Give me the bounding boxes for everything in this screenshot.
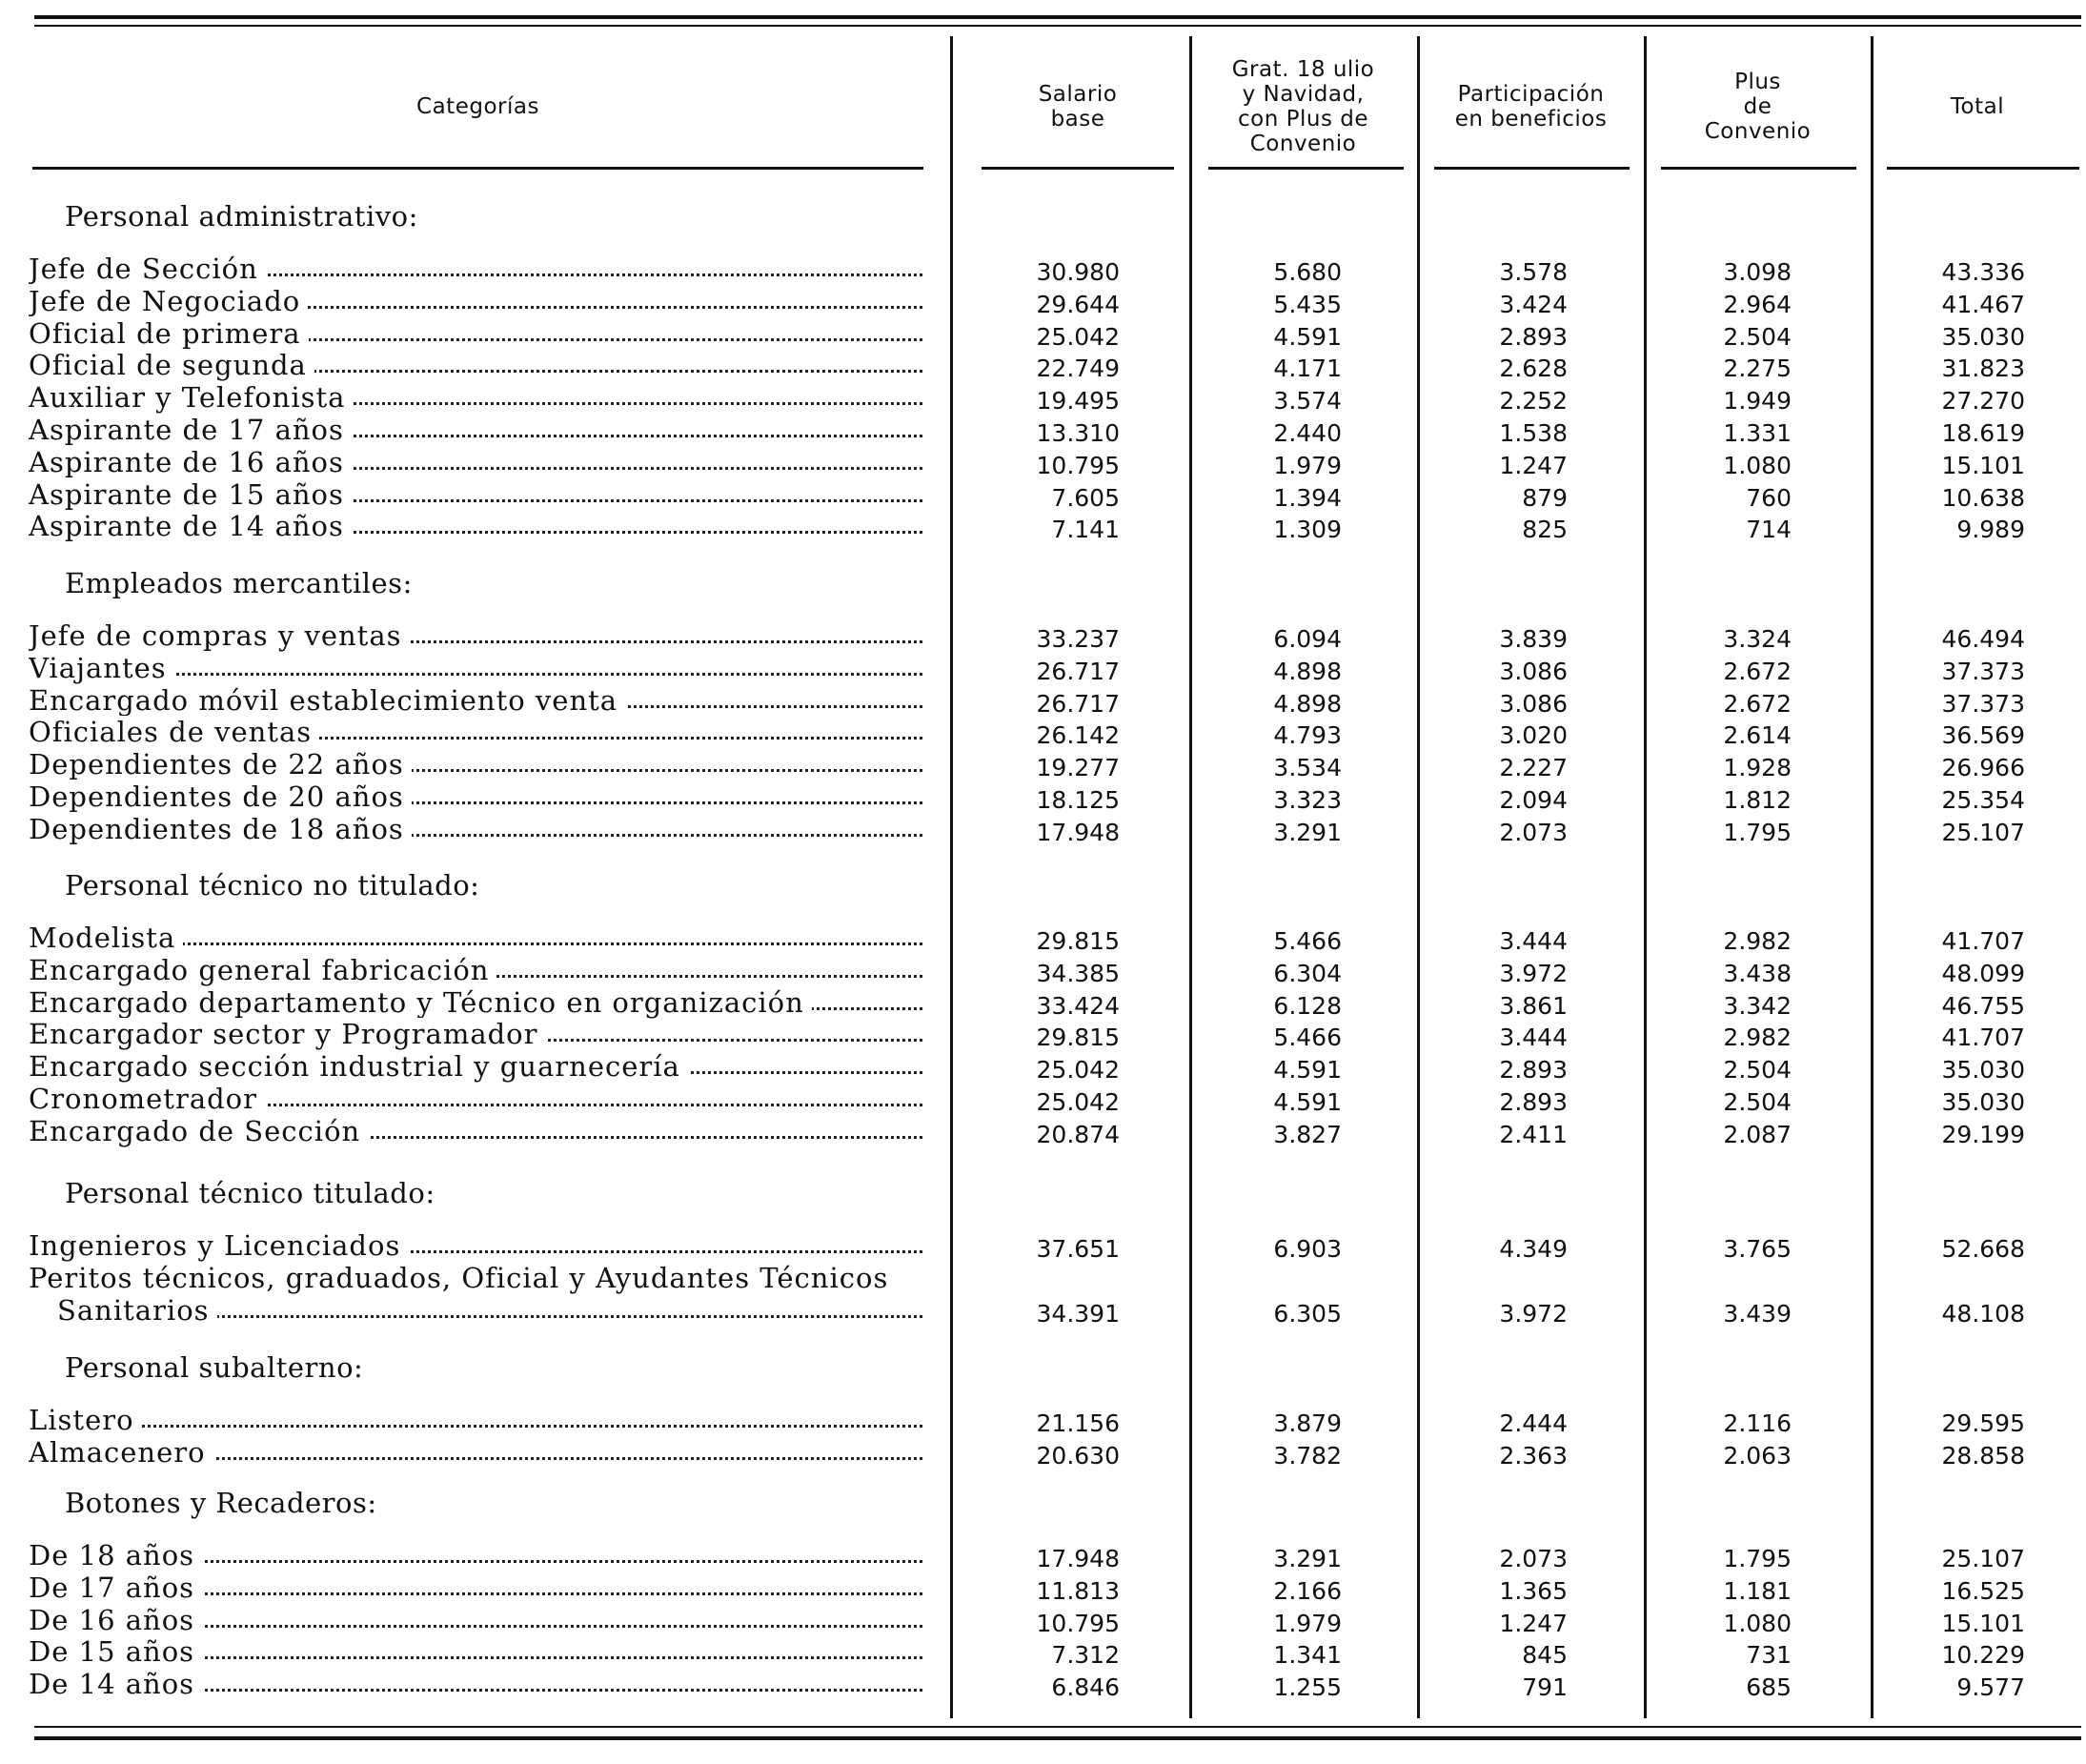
bottom-rule-thin: [34, 1726, 2081, 1728]
table-row: [0, 954, 2086, 986]
row-label: [29, 1571, 926, 1604]
header-underline: [982, 167, 1174, 170]
row-label-text: De 18 años: [29, 1539, 202, 1571]
row-label-text: Sanitarios: [57, 1294, 217, 1327]
gratificacion-value: 4.898: [1273, 657, 1342, 685]
table-row-continuation: [0, 1262, 2086, 1294]
row-label-text: Encargado general fabricación: [29, 954, 496, 986]
plus-convenio-value: 3.439: [1723, 1299, 1792, 1328]
salario-base-value: 21.156: [1036, 1409, 1120, 1437]
plus-convenio-value: 2.982: [1723, 1024, 1792, 1052]
row-label: [29, 1635, 926, 1668]
plus-convenio-value: 2.275: [1723, 355, 1792, 383]
salario-base-value: 10.795: [1036, 1609, 1120, 1637]
row-label-text: Dependientes de 20 años: [29, 781, 412, 813]
participacion-value: 1.247: [1499, 1609, 1568, 1637]
plus-convenio-value: 714: [1746, 516, 1792, 544]
total-value: 46.494: [1941, 625, 2025, 653]
plus-convenio-value: 1.331: [1723, 419, 1792, 447]
salario-base-value: 26.717: [1036, 657, 1120, 685]
table-row: [0, 1229, 2086, 1262]
row-label-text: Jefe de Negociado: [29, 285, 308, 317]
participacion-value: 1.247: [1499, 451, 1568, 479]
table-row: [0, 1404, 2086, 1436]
row-label-text: Aspirante de 16 años: [29, 446, 352, 478]
salario-base-value: 29.815: [1036, 927, 1120, 955]
row-label: [29, 781, 926, 813]
row-label-text: Oficial de primera: [29, 317, 309, 350]
gratificacion-value: 3.534: [1273, 754, 1342, 782]
participacion-value: 3.972: [1499, 959, 1568, 987]
row-label: [29, 1604, 926, 1636]
row-label: [29, 253, 926, 285]
total-value: 26.966: [1941, 754, 2025, 782]
table-row: [0, 1115, 2086, 1147]
gratificacion-value: 2.440: [1273, 419, 1342, 447]
salario-base-value: 7.605: [1051, 483, 1120, 512]
table-row: [0, 716, 2086, 748]
header-total: Total: [1950, 94, 2005, 119]
participacion-value: 2.444: [1499, 1409, 1568, 1437]
plus-convenio-value: 2.504: [1723, 1088, 1792, 1116]
salario-base-value: 18.125: [1036, 786, 1120, 814]
header-underline: [1208, 167, 1404, 170]
participacion-value: 3.424: [1499, 290, 1568, 318]
gratificacion-value: 3.323: [1273, 786, 1342, 814]
row-label: [29, 813, 926, 845]
total-value: 25.107: [1941, 1545, 2025, 1572]
row-label-text: Auxiliar y Telefonista: [29, 381, 353, 414]
header-underline: [32, 167, 923, 170]
table-row: [0, 1294, 2086, 1327]
table-row: [0, 478, 2086, 511]
row-label: [29, 317, 926, 350]
salario-base-value: 26.717: [1036, 689, 1120, 718]
total-value: 36.569: [1941, 721, 2025, 750]
row-label: [29, 748, 926, 781]
plus-convenio-value: 2.504: [1723, 1056, 1792, 1085]
total-value: 46.755: [1941, 991, 2025, 1020]
row-label-text: Aspirante de 15 años: [29, 478, 352, 511]
participacion-value: 2.363: [1499, 1441, 1568, 1470]
salario-base-value: 34.391: [1036, 1299, 1120, 1328]
total-value: 16.525: [1941, 1576, 2025, 1605]
salario-base-value: 33.237: [1036, 625, 1120, 653]
row-label: [29, 349, 926, 381]
plus-convenio-value: 2.116: [1723, 1409, 1792, 1437]
total-value: 10.229: [1941, 1641, 2025, 1670]
total-value: 31.823: [1941, 355, 2025, 383]
gratificacion-value: 1.979: [1273, 451, 1342, 479]
row-label: [29, 285, 926, 317]
gratificacion-value: 1.394: [1273, 483, 1342, 512]
table-row: [0, 922, 2086, 954]
salario-base-value: 25.042: [1036, 1088, 1120, 1116]
row-label: [29, 1115, 926, 1147]
gratificacion-value: 6.305: [1273, 1299, 1342, 1328]
plus-convenio-value: 2.672: [1723, 657, 1792, 685]
total-value: 15.101: [1941, 451, 2025, 479]
gratificacion-value: 3.291: [1273, 818, 1342, 846]
plus-convenio-value: 1.795: [1723, 818, 1792, 846]
participacion-value: 3.444: [1499, 927, 1568, 955]
row-label-text: De 16 años: [29, 1604, 202, 1636]
gratificacion-value: 3.827: [1273, 1120, 1342, 1148]
total-value: 43.336: [1941, 258, 2025, 286]
row-label-text: Jefe de compras y ventas: [29, 619, 410, 652]
participacion-value: 2.073: [1499, 818, 1568, 846]
row-label: [29, 1050, 926, 1083]
salario-base-value: 10.795: [1036, 451, 1120, 479]
salario-base-value: 11.813: [1036, 1576, 1120, 1605]
table-row: [0, 1018, 2086, 1050]
participacion-value: 3.086: [1499, 657, 1568, 685]
row-label: [29, 1668, 926, 1700]
row-label-text: Aspirante de 14 años: [29, 510, 352, 542]
table-row: [0, 986, 2086, 1019]
salario-base-value: 33.424: [1036, 991, 1120, 1020]
section-title: Botones y Recaderos:: [65, 1487, 377, 1519]
row-label: [29, 954, 926, 986]
participacion-value: 879: [1522, 483, 1568, 512]
section-title: Empleados mercantiles:: [65, 567, 413, 599]
salario-base-value: 34.385: [1036, 959, 1120, 987]
plus-convenio-value: 1.080: [1723, 1609, 1792, 1637]
gratificacion-value: 5.680: [1273, 258, 1342, 286]
plus-convenio-value: 2.063: [1723, 1441, 1792, 1470]
row-label-text: De 14 años: [29, 1668, 202, 1700]
total-value: 41.707: [1941, 1024, 2025, 1052]
row-label: [29, 922, 926, 954]
total-value: 25.354: [1941, 786, 2025, 814]
row-label-text: Listero: [29, 1404, 142, 1436]
gratificacion-value: 3.574: [1273, 387, 1342, 416]
total-value: 52.668: [1941, 1235, 2025, 1263]
gratificacion-value: 1.341: [1273, 1641, 1342, 1670]
row-label: [29, 1404, 926, 1436]
table-row: [0, 619, 2086, 652]
gratificacion-value: 4.591: [1273, 1056, 1342, 1085]
row-label-text: Encargado móvil establecimiento venta: [29, 684, 625, 717]
total-value: 9.989: [1956, 516, 2025, 544]
row-label-text: Oficiales de ventas: [29, 716, 319, 748]
row-label: [29, 986, 926, 1019]
salario-base-value: 25.042: [1036, 1056, 1120, 1085]
table-row: [0, 684, 2086, 717]
row-label-text: Viajantes: [29, 652, 174, 684]
participacion-value: 2.628: [1499, 355, 1568, 383]
gratificacion-value: 1.979: [1273, 1609, 1342, 1637]
row-label-text: Ingenieros y Licenciados: [29, 1229, 408, 1262]
plus-convenio-value: 2.614: [1723, 721, 1792, 750]
total-value: 29.595: [1941, 1409, 2025, 1437]
header-gratificacion: Grat. 18 ulio y Navidad, con Plus de Convenio: [1231, 57, 1375, 156]
header-categorias: Categorías: [416, 94, 539, 119]
gratificacion-value: 3.291: [1273, 1545, 1342, 1572]
row-label: [29, 381, 926, 414]
gratificacion-value: 4.591: [1273, 1088, 1342, 1116]
gratificacion-value: 4.898: [1273, 689, 1342, 718]
row-label: [29, 1018, 926, 1050]
header-underline: [1661, 167, 1856, 170]
table-row: [0, 285, 2086, 317]
table-row: [0, 1050, 2086, 1083]
row-label: [29, 619, 926, 652]
salario-base-value: 20.630: [1036, 1441, 1120, 1470]
participacion-value: 4.349: [1499, 1235, 1568, 1263]
participacion-value: 1.365: [1499, 1576, 1568, 1605]
total-value: 28.858: [1941, 1441, 2025, 1470]
salario-base-value: 22.749: [1036, 355, 1120, 383]
total-value: 41.707: [1941, 927, 2025, 955]
row-label-text: Encargado de Sección: [29, 1115, 368, 1147]
participacion-value: 2.893: [1499, 1088, 1568, 1116]
total-value: 9.577: [1956, 1673, 2025, 1702]
participacion-value: 3.020: [1499, 721, 1568, 750]
row-label-text: De 17 años: [29, 1571, 202, 1604]
table-row: [0, 510, 2086, 542]
table-row: [0, 748, 2086, 781]
row-label-text: Almacenero: [29, 1436, 213, 1469]
row-label-text: Modelista: [29, 922, 183, 954]
gratificacion-value: 6.903: [1273, 1235, 1342, 1263]
header-underline: [1887, 167, 2079, 170]
row-label-text: Encargado sección industrial y guarnecería: [29, 1050, 688, 1083]
salario-base-value: 30.980: [1036, 258, 1120, 286]
salario-base-value: 13.310: [1036, 419, 1120, 447]
row-label-text: Cronometrador: [29, 1083, 265, 1115]
row-label: [57, 1294, 926, 1327]
header-underline: [1434, 167, 1630, 170]
total-value: 48.099: [1941, 959, 2025, 987]
table-row: [0, 1436, 2086, 1469]
gratificacion-value: 3.879: [1273, 1409, 1342, 1437]
participacion-value: 791: [1522, 1673, 1568, 1702]
participacion-value: 3.578: [1499, 258, 1568, 286]
participacion-value: 2.094: [1499, 786, 1568, 814]
salario-base-value: 6.846: [1051, 1673, 1120, 1702]
participacion-value: 3.861: [1499, 991, 1568, 1020]
gratificacion-value: 4.793: [1273, 721, 1342, 750]
participacion-value: 3.444: [1499, 1024, 1568, 1052]
top-rule-thick: [34, 15, 2081, 19]
row-label: [29, 652, 926, 684]
salario-base-value: 29.644: [1036, 290, 1120, 318]
salario-base-value: 29.815: [1036, 1024, 1120, 1052]
row-label-continuation: Peritos técnicos, graduados, Oficial y Ayudantes Técnicos: [29, 1261, 889, 1294]
participacion-value: 2.227: [1499, 754, 1568, 782]
row-label: [29, 684, 926, 717]
participacion-value: 2.893: [1499, 1056, 1568, 1085]
total-value: 27.270: [1941, 387, 2025, 416]
row-label: [29, 1539, 926, 1571]
section-title: Personal técnico no titulado:: [65, 869, 480, 902]
gratificacion-value: 1.309: [1273, 516, 1342, 544]
participacion-value: 3.839: [1499, 625, 1568, 653]
table-row: [0, 1539, 2086, 1571]
row-label: [29, 510, 926, 542]
table-row: [0, 317, 2086, 350]
plus-convenio-value: 731: [1746, 1641, 1792, 1670]
participacion-value: 3.972: [1499, 1299, 1568, 1328]
plus-convenio-value: 2.964: [1723, 290, 1792, 318]
table-row: [0, 1635, 2086, 1668]
plus-convenio-value: 1.181: [1723, 1576, 1792, 1605]
header-participacion: Participación en beneficios: [1454, 82, 1608, 132]
participacion-value: 2.411: [1499, 1120, 1568, 1148]
row-label-text: Aspirante de 17 años: [29, 414, 352, 446]
salario-base-value: 7.141: [1051, 516, 1120, 544]
row-label-text: De 15 años: [29, 1635, 202, 1668]
table-row: [0, 652, 2086, 684]
gratificacion-value: 5.466: [1273, 927, 1342, 955]
gratificacion-value: 6.304: [1273, 959, 1342, 987]
total-value: 15.101: [1941, 1609, 2025, 1637]
bottom-rule-thick: [34, 1736, 2081, 1740]
table-row: [0, 1668, 2086, 1700]
header-salario-base: Salario base: [1038, 82, 1118, 132]
total-value: 35.030: [1941, 322, 2025, 351]
total-value: 10.638: [1941, 483, 2025, 512]
header-plus-convenio: Plus de Convenio: [1704, 70, 1812, 144]
plus-convenio-value: 3.324: [1723, 625, 1792, 653]
plus-convenio-value: 1.795: [1723, 1545, 1792, 1572]
participacion-value: 2.893: [1499, 322, 1568, 351]
table-row: [0, 1083, 2086, 1115]
gratificacion-value: 2.166: [1273, 1576, 1342, 1605]
plus-convenio-value: 2.504: [1723, 322, 1792, 351]
salario-base-value: 19.495: [1036, 387, 1120, 416]
table-row: [0, 1571, 2086, 1604]
row-label-text: Encargador sector y Programador: [29, 1018, 546, 1050]
salario-base-value: 17.948: [1036, 1545, 1120, 1572]
total-value: 37.373: [1941, 657, 2025, 685]
table-row: [0, 1604, 2086, 1636]
section-title: Personal subalterno:: [65, 1351, 364, 1384]
salario-base-value: 19.277: [1036, 754, 1120, 782]
gratificacion-value: 5.435: [1273, 290, 1342, 318]
table-row: [0, 414, 2086, 446]
row-label: [29, 1229, 926, 1262]
total-value: 37.373: [1941, 689, 2025, 718]
table-row: [0, 349, 2086, 381]
gratificacion-value: 5.466: [1273, 1024, 1342, 1052]
plus-convenio-value: 2.672: [1723, 689, 1792, 718]
plus-convenio-value: 3.098: [1723, 258, 1792, 286]
table-row: [0, 446, 2086, 478]
table-row: [0, 381, 2086, 414]
participacion-value: 2.252: [1499, 387, 1568, 416]
section-title: Personal administrativo:: [65, 200, 418, 233]
gratificacion-value: 4.171: [1273, 355, 1342, 383]
participacion-value: 825: [1522, 516, 1568, 544]
plus-convenio-value: 685: [1746, 1673, 1792, 1702]
salario-base-value: 37.651: [1036, 1235, 1120, 1263]
table-row: [0, 253, 2086, 285]
total-value: 35.030: [1941, 1088, 2025, 1116]
plus-convenio-value: 2.982: [1723, 927, 1792, 955]
row-label: [29, 1436, 926, 1469]
salario-base-value: 20.874: [1036, 1120, 1120, 1148]
row-label-text: Oficial de segunda: [29, 349, 314, 381]
participacion-value: 3.086: [1499, 689, 1568, 718]
table-row: [0, 813, 2086, 845]
total-value: 25.107: [1941, 818, 2025, 846]
plus-convenio-value: 1.928: [1723, 754, 1792, 782]
table-row: [0, 781, 2086, 813]
row-label: [29, 414, 926, 446]
participacion-value: 2.073: [1499, 1545, 1568, 1572]
salario-base-value: 25.042: [1036, 322, 1120, 351]
plus-convenio-value: 1.080: [1723, 451, 1792, 479]
gratificacion-value: 6.128: [1273, 991, 1342, 1020]
row-label-text: Dependientes de 18 años: [29, 813, 412, 845]
row-label-text: Encargado departamento y Técnico en organización: [29, 986, 812, 1019]
salario-base-value: 17.948: [1036, 818, 1120, 846]
plus-convenio-value: 3.342: [1723, 991, 1792, 1020]
total-value: 35.030: [1941, 1056, 2025, 1085]
total-value: 41.467: [1941, 290, 2025, 318]
section-title: Personal técnico titulado:: [65, 1177, 435, 1209]
participacion-value: 1.538: [1499, 419, 1568, 447]
gratificacion-value: 6.094: [1273, 625, 1342, 653]
plus-convenio-value: 1.812: [1723, 786, 1792, 814]
salario-base-value: 26.142: [1036, 721, 1120, 750]
gratificacion-value: 3.782: [1273, 1441, 1342, 1470]
plus-convenio-value: 3.438: [1723, 959, 1792, 987]
top-rule-thin: [34, 25, 2081, 27]
total-value: 29.199: [1941, 1120, 2025, 1148]
row-label: [29, 478, 926, 511]
salario-base-value: 7.312: [1051, 1641, 1120, 1670]
participacion-value: 845: [1522, 1641, 1568, 1670]
row-label: [29, 1083, 926, 1115]
plus-convenio-value: 2.087: [1723, 1120, 1792, 1148]
plus-convenio-value: 760: [1746, 483, 1792, 512]
plus-convenio-value: 3.765: [1723, 1235, 1792, 1263]
row-label-text: Jefe de Sección: [29, 253, 266, 285]
row-label: [29, 446, 926, 478]
gratificacion-value: 1.255: [1273, 1673, 1342, 1702]
row-label: [29, 716, 926, 748]
total-value: 48.108: [1941, 1299, 2025, 1328]
gratificacion-value: 4.591: [1273, 322, 1342, 351]
total-value: 18.619: [1941, 419, 2025, 447]
row-label-text: Dependientes de 22 años: [29, 748, 412, 781]
plus-convenio-value: 1.949: [1723, 387, 1792, 416]
